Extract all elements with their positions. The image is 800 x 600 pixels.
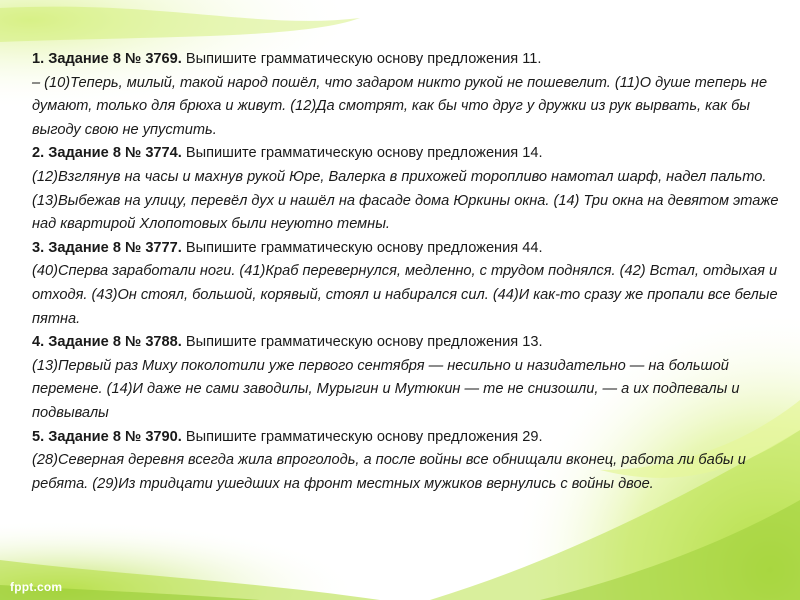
task-text: (28)Северная деревня всегда жила впроголодь, а после войны все обнищали вконец, работа ли бабы и ребята. (29)Из тридцати ушедших на фронт местных мужиков вернулись с войны двое. xyxy=(32,452,746,492)
task-text: (12)Взглянув на часы и махнув рукой Юре, Валерка в прихожей торопливо намотал шарф, надел пальто. (13)Выбежав на улицу, перевёл дух и нашёл на фасаде дома Юркины окна. (14) Три окна на девятом этаже над квартирой Хлопотовых были неуютно темны. xyxy=(32,168,779,233)
task-1 xyxy=(32,48,780,142)
task-3 xyxy=(32,237,780,331)
task-header xyxy=(32,331,780,355)
task-header xyxy=(32,142,780,166)
task-number: 4. Задание 8 № 3788. xyxy=(32,334,182,351)
task-header xyxy=(32,426,780,450)
task-header xyxy=(32,48,780,72)
task-instruction: Выпишите грамматическую основу предложения 13. xyxy=(181,334,543,351)
task-number: 3. Задание 8 № 3777. xyxy=(32,239,182,256)
task-4 xyxy=(32,331,780,425)
task-list xyxy=(32,48,780,496)
task-number: 1. Задание 8 № 3769. xyxy=(32,51,182,67)
task-instruction: Выпишите грамматическую основу предложения 11. xyxy=(181,51,542,67)
task-text: (40)Сперва заработали ноги. (41)Краб перевернулся, медленно, с трудом поднялся. (42) Встал, отдыхая и отходя. (43)Он стоял, большой, корявый, стоял и набирался сил. (44)И как-то сразу же пропали все белые пятна. xyxy=(32,263,778,327)
task-instruction: Выпишите грамматическую основу предложения 44. xyxy=(181,239,543,256)
task-number: 2. Задание 8 № 3774. xyxy=(32,145,182,162)
task-text: (13)Первый раз Миху поколотили уже первого сентября — несильно и назидательно — на большой перемене. (14)И даже не сами заводилы, Мурыгин и Мутюкин — те не снизошли, — а их подпевалы и подвывалы xyxy=(32,357,740,421)
task-number: 5. Задание 8 № 3790. xyxy=(32,428,182,445)
task-instruction: Выпишите грамматическую основу предложения 14. xyxy=(181,145,543,162)
task-5 xyxy=(32,426,780,497)
task-2 xyxy=(32,142,780,236)
task-header xyxy=(32,237,780,261)
watermark-text: fppt.com xyxy=(10,580,63,594)
task-text: – (10)Теперь, милый, такой народ пошёл, что задаром никто рукой не пошевелит. (11)О душе теперь не думают, только для брюха и живут. (12)Да смотрят, как бы что друг у дружки из рук вырвать, как бы выгоду свою не упустить. xyxy=(32,74,768,138)
task-instruction: Выпишите грамматическую основу предложения 29. xyxy=(181,428,543,445)
